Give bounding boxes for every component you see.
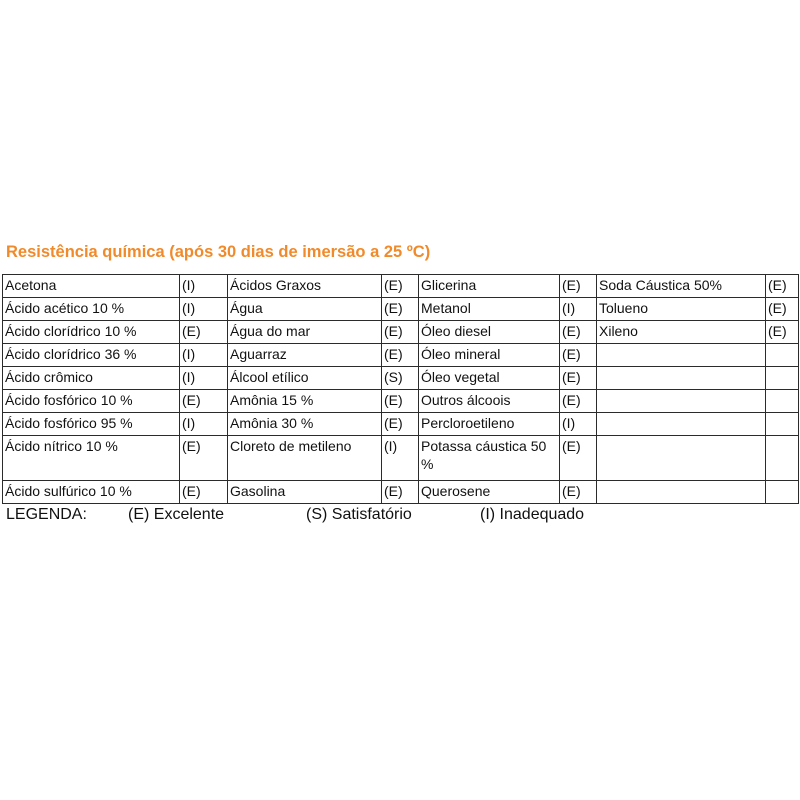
rating-cell: (E) — [180, 321, 228, 344]
substance-cell: Gasolina — [228, 481, 382, 504]
rating-cell: (I) — [180, 344, 228, 367]
rating-cell — [766, 344, 799, 367]
substance-cell: Xileno — [597, 321, 766, 344]
rating-cell: (I) — [560, 298, 597, 321]
substance-cell: Acetona — [3, 275, 180, 298]
rating-cell: (I) — [180, 413, 228, 436]
rating-cell: (E) — [766, 298, 799, 321]
rating-cell: (E) — [560, 481, 597, 504]
rating-cell — [766, 481, 799, 504]
rating-cell: (E) — [766, 321, 799, 344]
substance-cell: Soda Cáustica 50% — [597, 275, 766, 298]
legend-label: LEGENDA: — [6, 506, 87, 523]
table-row — [3, 367, 799, 390]
substance-cell: Ácido clorídrico 10 % — [3, 321, 180, 344]
substance-cell: Água do mar — [228, 321, 382, 344]
rating-cell: (E) — [382, 275, 419, 298]
table-row — [3, 436, 799, 481]
rating-cell: (E) — [382, 413, 419, 436]
rating-cell: (S) — [382, 367, 419, 390]
substance-cell: Água — [228, 298, 382, 321]
substance-cell — [597, 436, 766, 481]
table-row — [3, 321, 799, 344]
rating-cell: (I) — [560, 413, 597, 436]
rating-cell: (E) — [560, 321, 597, 344]
table-row — [3, 413, 799, 436]
rating-cell: (E) — [560, 367, 597, 390]
table-row — [3, 481, 799, 504]
rating-cell: (E) — [382, 390, 419, 413]
rating-cell: (I) — [180, 275, 228, 298]
substance-cell — [597, 481, 766, 504]
rating-cell: (E) — [382, 344, 419, 367]
legend-inadequate: (I) Inadequado — [480, 506, 585, 523]
substance-cell — [597, 413, 766, 436]
rating-cell: (I) — [382, 436, 419, 481]
substance-cell: Tolueno — [597, 298, 766, 321]
substance-cell: Ácido nítrico 10 % — [3, 436, 180, 481]
substance-cell: Ácido clorídrico 36 % — [3, 344, 180, 367]
substance-cell: Outros álcoois — [419, 390, 560, 413]
substance-cell: Amônia 15 % — [228, 390, 382, 413]
chemical-resistance-table — [2, 274, 799, 504]
legend — [6, 506, 706, 528]
rating-cell: (E) — [382, 298, 419, 321]
rating-cell: (E) — [180, 481, 228, 504]
substance-cell: Óleo vegetal — [419, 367, 560, 390]
rating-cell — [766, 436, 799, 481]
substance-cell — [597, 367, 766, 390]
substance-cell: Ácido fosfórico 10 % — [3, 390, 180, 413]
table-title: Resistência química (após 30 dias de imersão a 25 ºC) — [6, 243, 431, 261]
substance-cell: Ácido acético 10 % — [3, 298, 180, 321]
substance-cell: Ácido sulfúrico 10 % — [3, 481, 180, 504]
table-row — [3, 344, 799, 367]
legend-excellent: (E) Excelente — [128, 506, 225, 523]
substance-cell: Potassa cáustica 50 % — [419, 436, 560, 481]
substance-cell: Querosene — [419, 481, 560, 504]
table-row — [3, 298, 799, 321]
rating-cell: (E) — [560, 275, 597, 298]
rating-cell: (E) — [382, 321, 419, 344]
rating-cell — [766, 390, 799, 413]
rating-cell: (E) — [560, 344, 597, 367]
rating-cell — [766, 367, 799, 390]
substance-cell: Ácidos Graxos — [228, 275, 382, 298]
substance-cell — [597, 344, 766, 367]
rating-cell: (E) — [560, 390, 597, 413]
table-row — [3, 390, 799, 413]
rating-cell: (E) — [766, 275, 799, 298]
substance-cell: Cloreto de metileno — [228, 436, 382, 481]
substance-cell: Percloroetileno — [419, 413, 560, 436]
legend-satisfactory: (S) Satisfatório — [306, 506, 412, 523]
substance-cell: Óleo diesel — [419, 321, 560, 344]
substance-cell: Glicerina — [419, 275, 560, 298]
rating-cell: (E) — [180, 436, 228, 481]
rating-cell: (E) — [382, 481, 419, 504]
rating-cell: (E) — [560, 436, 597, 481]
substance-cell: Metanol — [419, 298, 560, 321]
rating-cell: (E) — [180, 390, 228, 413]
table-row — [3, 275, 799, 298]
substance-cell: Ácido fosfórico 95 % — [3, 413, 180, 436]
substance-cell — [597, 390, 766, 413]
rating-cell: (I) — [180, 367, 228, 390]
substance-cell: Óleo mineral — [419, 344, 560, 367]
rating-cell: (I) — [180, 298, 228, 321]
substance-cell: Álcool etílico — [228, 367, 382, 390]
substance-cell: Aguarraz — [228, 344, 382, 367]
substance-cell: Ácido crômico — [3, 367, 180, 390]
rating-cell — [766, 413, 799, 436]
substance-cell: Amônia 30 % — [228, 413, 382, 436]
